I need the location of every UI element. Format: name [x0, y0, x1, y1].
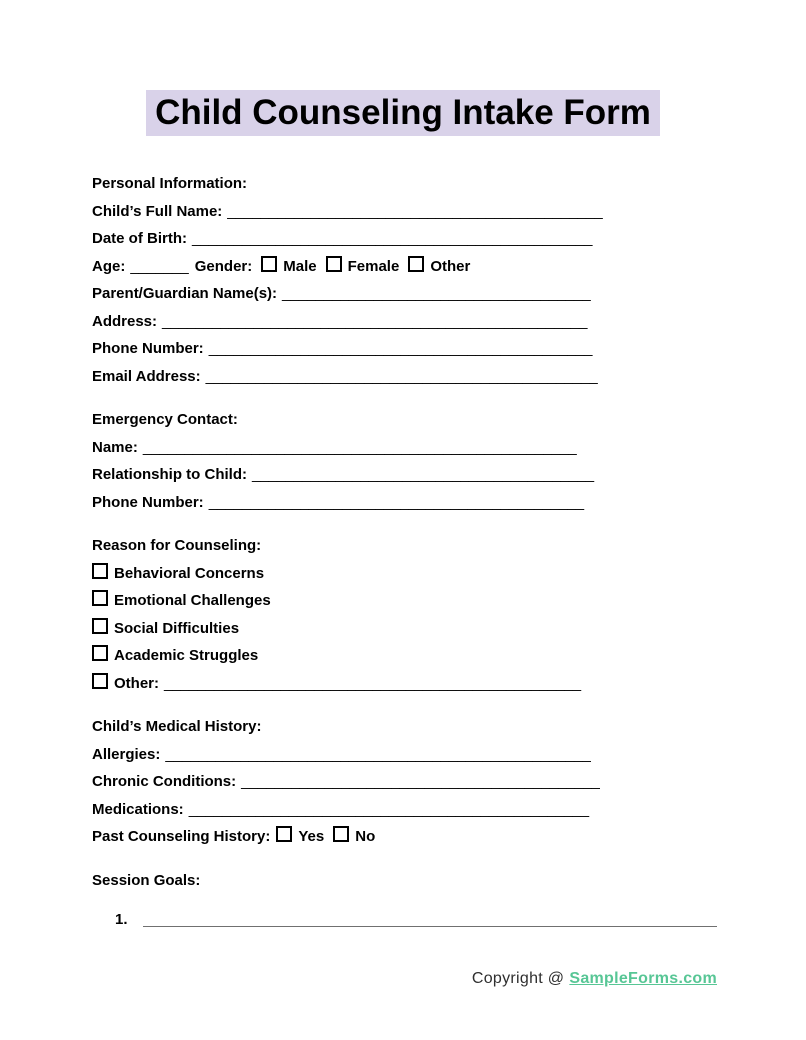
checkbox-row-other — [92, 670, 717, 698]
field-label: Date of Birth: — [92, 230, 187, 247]
field-label: Phone Number: — [92, 340, 204, 357]
field-row-phone-number — [92, 335, 717, 363]
checkbox-option-label: No — [355, 828, 376, 845]
field-label: Address: — [92, 312, 158, 330]
write-in-line[interactable]: _______________________________________________ — [205, 367, 598, 385]
checkbox-unchecked-icon[interactable] — [92, 618, 108, 634]
copyright-text: Copyright @ — [471, 969, 565, 987]
field-row-emergency-name — [92, 434, 717, 462]
write-in-line[interactable]: ___________________________________________ — [241, 773, 600, 790]
checkbox-option-label: Emotional Challenges — [114, 592, 271, 609]
write-in-line[interactable]: _____________________________________________ — [227, 202, 603, 220]
checkbox-option-label: Male — [283, 257, 317, 275]
field-row-past-counseling-history — [92, 823, 717, 851]
checkbox-option-label: Behavioral Concerns — [114, 564, 265, 582]
field-row-relationship-to-child — [92, 461, 717, 489]
field-label: Email Address: — [92, 367, 201, 385]
checkbox-unchecked-icon[interactable] — [333, 826, 349, 842]
form-title: Child Counseling Intake Form — [146, 90, 660, 136]
write-in-line[interactable]: __________________________________________________ — [164, 674, 582, 692]
checkbox-unchecked-icon[interactable] — [276, 826, 292, 842]
checkbox-option-label: Other — [430, 257, 471, 275]
field-label: Age: — [92, 257, 126, 275]
field-label: Phone Number: — [92, 493, 204, 511]
checkbox-option-label: Social Difficulties — [114, 619, 240, 637]
write-in-line[interactable]: _______ — [130, 257, 189, 275]
section-heading-personal-information: Personal Information: — [92, 175, 248, 192]
field-row-allergies — [92, 741, 717, 769]
field-label: Past Counseling History: — [92, 828, 271, 845]
session-goal-item — [92, 906, 717, 934]
field-label: Gender: — [194, 257, 253, 275]
checkbox-option-label: Yes — [298, 828, 325, 845]
checkbox-option-label: Female — [347, 257, 400, 275]
checkbox-unchecked-icon[interactable] — [261, 256, 277, 272]
field-label: Chronic Conditions: — [92, 773, 237, 790]
field-row-address — [92, 308, 717, 336]
checkbox-unchecked-icon[interactable] — [92, 645, 108, 661]
checkbox-row-social-difficulties — [92, 615, 717, 643]
checkbox-unchecked-icon[interactable] — [408, 256, 424, 272]
write-in-line[interactable]: _________________________________________ — [252, 466, 595, 483]
field-row-age-gender — [92, 253, 717, 281]
write-in-line[interactable]: ______________________________________________ — [208, 340, 593, 357]
footer-copyright — [0, 970, 806, 988]
field-label: Other: — [114, 674, 159, 692]
checkbox-unchecked-icon[interactable] — [92, 590, 108, 606]
checkbox-row-emotional-challenges — [92, 587, 717, 615]
field-row-email-address — [92, 363, 717, 391]
field-label: Medications: — [92, 800, 184, 818]
write-in-line[interactable]: _____________________________________ — [282, 285, 591, 302]
checkbox-option-label: Academic Struggles — [114, 647, 259, 664]
field-row-childs-full-name — [92, 198, 717, 226]
field-label: Child’s Full Name: — [92, 202, 223, 220]
field-row-chronic-conditions — [92, 768, 717, 796]
write-in-line[interactable]: ___________________________________________________ — [162, 312, 588, 330]
checkbox-unchecked-icon[interactable] — [92, 563, 108, 579]
goal-write-in-line[interactable] — [143, 906, 717, 927]
form-body — [92, 170, 717, 934]
write-in-line[interactable]: ________________________________________________ — [192, 230, 593, 247]
section-heading-emergency-contact: Emergency Contact: — [92, 411, 238, 428]
title-container — [0, 0, 806, 136]
checkbox-unchecked-icon[interactable] — [92, 673, 108, 689]
write-in-line[interactable]: ____________________________________________________ — [142, 438, 577, 456]
section-heading-reason-for-counseling: Reason for Counseling: — [92, 537, 262, 554]
write-in-line[interactable]: ___________________________________________________ — [165, 745, 591, 763]
field-label: Name: — [92, 438, 138, 456]
checkbox-row-academic-struggles — [92, 642, 717, 670]
sampleforms-link[interactable]: SampleForms.com — [569, 969, 717, 987]
checkbox-row-behavioral-concerns — [92, 560, 717, 588]
field-label: Allergies: — [92, 745, 161, 763]
checkbox-unchecked-icon[interactable] — [326, 256, 342, 272]
write-in-line[interactable]: _____________________________________________ — [208, 493, 585, 511]
section-heading-childs-medical-history: Child’s Medical History: — [92, 718, 262, 735]
field-row-parent-guardian-names — [92, 280, 717, 308]
write-in-line[interactable]: ________________________________________________ — [188, 800, 590, 818]
field-row-medications — [92, 796, 717, 824]
field-row-emergency-phone-number — [92, 489, 717, 517]
section-heading-session-goals: Session Goals: — [92, 871, 201, 889]
field-label: Parent/Guardian Name(s): — [92, 285, 278, 302]
field-row-date-of-birth — [92, 225, 717, 253]
list-item-number: 1. — [115, 911, 128, 928]
field-label: Relationship to Child: — [92, 466, 247, 483]
